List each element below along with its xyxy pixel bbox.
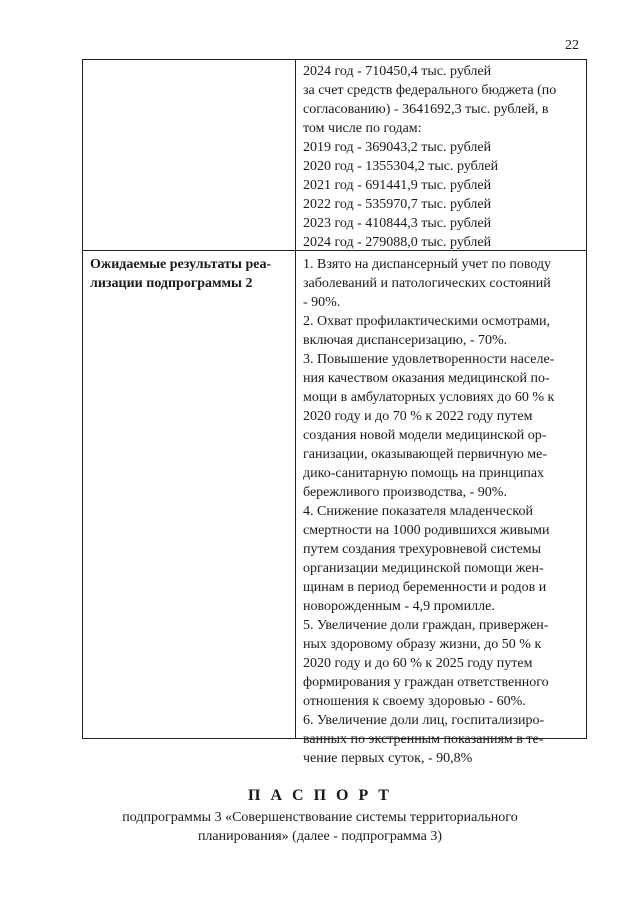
page-number: 22 <box>565 38 579 53</box>
results-line: создания новой модели медицинской ор- <box>303 428 547 443</box>
results-line: ванных по экстренным показаниям в те- <box>303 732 544 747</box>
funding-line: за счет средств федерального бюджета (по <box>303 83 557 98</box>
results-line: чение первых суток, - 90,8% <box>303 751 473 766</box>
column-divider <box>295 60 296 738</box>
results-line: - 90%. <box>303 295 341 310</box>
funding-line: 2020 год - 1355304,2 тыс. рублей <box>303 159 499 174</box>
funding-line: 2021 год - 691441,9 тыс. рублей <box>303 178 492 193</box>
results-line: 2. Охват профилактическими осмотрами, <box>303 314 551 329</box>
results-line: формирования у граждан ответственного <box>303 675 549 690</box>
results-line: 4. Снижение показателя младенческой <box>303 504 533 519</box>
results-line: ния качеством оказания медицинской по- <box>303 371 550 386</box>
results-line: мощи в амбулаторных условиях до 60 % к <box>303 390 555 405</box>
funding-line: 2024 год - 710450,4 тыс. рублей <box>303 64 492 79</box>
passport-subtitle-line: планирования» (далее - подпрограмма 3) <box>197 829 443 844</box>
results-line: 5. Увеличение доли граждан, привержен- <box>303 618 549 633</box>
passport-title: П А С П О Р Т <box>248 787 392 804</box>
results-line: включая диспансеризацию, - 70%. <box>303 333 508 348</box>
results-line: 6. Увеличение доли лиц, госпитализиро- <box>303 713 545 728</box>
results-line: организации медицинской помощи жен- <box>303 561 544 576</box>
results-line: ганизации, оказывающей первичную ме- <box>303 447 548 462</box>
passport-subtitle <box>0 808 640 846</box>
results-line: заболеваний и патологических состояний <box>303 276 551 291</box>
passport-subtitle-line: подпрограммы 3 «Совершенствование системы территориального <box>122 810 518 825</box>
results-line: дико-санитарную помощь на принципах <box>303 466 545 481</box>
results-line: путем создания трехуровневой системы <box>303 542 542 557</box>
results-cell <box>303 255 554 768</box>
funding-line: 2019 год - 369043,2 тыс. рублей <box>303 140 492 155</box>
results-line: 2020 году и до 70 % к 2022 году путем <box>303 409 533 424</box>
results-line: новорожденным - 4,9 промилле. <box>303 599 495 614</box>
results-label-line: Ожидаемые результаты реа- <box>90 257 272 272</box>
results-line: 2020 году и до 60 % к 2025 году путем <box>303 656 533 671</box>
results-line: 3. Повышение удовлетворенности населе- <box>303 352 555 367</box>
results-line: 1. Взято на диспансерный учет по поводу <box>303 257 552 272</box>
funding-line: согласованию) - 3641692,3 тыс. рублей, в <box>303 102 549 117</box>
funding-line: 2024 год - 279088,0 тыс. рублей <box>303 235 492 250</box>
funding-cell <box>303 62 556 252</box>
passport-table <box>82 59 587 766</box>
funding-line: 2023 год - 410844,3 тыс. рублей <box>303 216 492 231</box>
funding-line: 2022 год - 535970,7 тыс. рублей <box>303 197 492 212</box>
funding-line: том числе по годам: <box>303 121 422 136</box>
results-line: щинам в период беременности и родов и <box>303 580 547 595</box>
results-line: смертности на 1000 родившихся живыми <box>303 523 550 538</box>
results-label-line: лизации подпрограммы 2 <box>90 276 253 291</box>
results-label-cell <box>90 255 271 293</box>
results-line: отношения к своему здоровью - 60%. <box>303 694 526 709</box>
results-line: ных здоровому образу жизни, до 50 % к <box>303 637 542 652</box>
results-line: бережливого производства, - 90%. <box>303 485 507 500</box>
